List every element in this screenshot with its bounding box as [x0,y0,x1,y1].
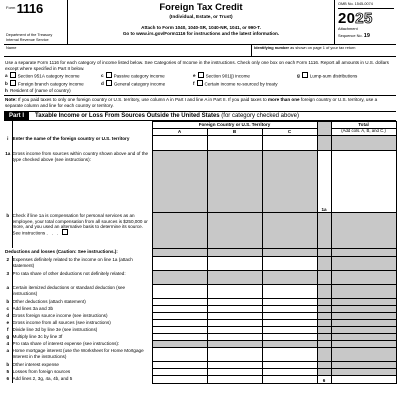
line-number: a [4,347,12,361]
country-a-input[interactable] [152,135,207,150]
name-field[interactable] [4,45,251,56]
tax-year [338,11,394,26]
line-number: b [4,298,12,305]
year-outline: 25 [355,10,373,28]
category-label: General category income [113,81,166,87]
category-c[interactable] [101,72,193,80]
line-2-col-a[interactable] [152,256,207,270]
line-4a-col-a[interactable] [152,347,207,361]
line-description: Gross income from sources within country shown above and of the type checked above (see instructions): [12,150,152,212]
category-label: Certain income re-sourced by treaty [204,81,278,87]
line-description: Add lines 2, 3g, 4a, 4b, and 5 [12,375,152,383]
col-b-header: B [207,128,262,135]
goto-instruction: Go to www.irs.gov/Form1116 for instructions and the latest information. [122,31,280,37]
line-3d-col-a[interactable] [152,312,207,319]
line-1a-total[interactable] [331,150,396,212]
line-3g-col-c[interactable] [262,333,317,340]
line-box-label: 6 [317,375,331,383]
form-label: Form [6,5,16,10]
line-3a-col-b[interactable] [207,284,262,298]
line-3d-col-c[interactable] [262,312,317,319]
line-description: Home mortgage interest (use the Worksheet for Home Mortgage Interest in the instructions) [12,347,152,361]
id-note: as shown on page 1 of your tax return [290,45,356,50]
line-number: 2 [4,256,12,270]
id-label: Identifying number [254,45,290,50]
line-1a-col-c[interactable] [262,150,317,212]
line-1a-row [4,150,396,212]
form-subtitle: (Individual, Estate, or Trust) [169,14,233,20]
line-3f-row [4,326,396,333]
deductions-header-row [4,248,396,256]
year-block [334,0,396,44]
line-number: 6 [4,375,12,383]
deductions-header [4,248,152,256]
name-label: Name [6,45,17,50]
country-b-input[interactable] [207,135,262,150]
line-6-col-b[interactable] [207,375,262,383]
line-3g-row [4,333,396,340]
form-id-block [4,0,68,44]
total-note: (Add cols. A, B, and C.) [331,128,396,135]
line-3d-col-b[interactable] [207,312,262,319]
deductions-note: (Caution: See instructions.): [56,249,118,255]
category-label: Lump-sum distributions [309,73,358,79]
line-5-col-a[interactable] [152,368,207,375]
name-bar [4,45,396,57]
line-3f-col-c[interactable] [262,326,317,333]
line-description: Multiply line 3c by line 3f [12,333,152,340]
category-letter: b [5,81,8,87]
note-text-2: foreign country or U.S. territory, use a separate column and line for each country or territory. [5,96,378,108]
line-description: Gross foreign source income (see instructions) [12,312,152,319]
category-g[interactable] [297,72,395,80]
line-3e-row [4,319,396,326]
category-b[interactable] [5,80,101,88]
col-a-header: A [152,128,207,135]
checkbox[interactable] [302,72,308,78]
line-3b-col-c[interactable] [262,298,317,305]
line-3g-col-a[interactable] [152,333,207,340]
line-3d-row [4,312,396,319]
part1-title-note: (for category checked above) [221,112,300,119]
country-c-input[interactable] [262,135,317,150]
category-e[interactable] [193,72,297,80]
line-number: 1a [4,150,12,212]
category-a[interactable] [5,72,101,80]
line-3b-col-b[interactable] [207,298,262,305]
omb-number: OMB No. 1545-0074 [338,2,394,9]
line-description: Pro rata share of other deductions not definitely related: [12,270,152,284]
category-letter: g [297,73,300,79]
line-4a-col-c[interactable] [262,347,317,361]
checkbox[interactable] [62,229,68,235]
sequence-label: Sequence No. [338,32,363,38]
line-description: Other interest expense [12,361,152,368]
title-block [68,0,334,44]
form-header [4,0,396,45]
category-letter: c [101,73,104,79]
part1-header [4,112,396,121]
line-number: b [4,361,12,368]
category-h[interactable] [5,88,71,94]
line-number: c [4,305,12,312]
category-letter: d [101,81,104,87]
sequence-number: 19 [363,32,370,39]
line-5-row [4,368,396,375]
line-3c-col-b[interactable] [207,305,262,312]
category-row-1 [4,72,396,80]
category-instructions: Use a separate Form 1116 for each category of income listed below. See Categories of Income in the instructions. Check only one box on each Form 1116. Report all amounts in U.S. dollars except where specified in Part II below. [5,60,389,71]
col-group-header: Foreign Country or U.S. Territory [152,121,317,128]
line-number: f [4,326,12,333]
department-block [6,33,52,42]
checkbox[interactable] [106,72,112,78]
col-c-header: C [262,128,317,135]
line-number: 3 [4,270,12,284]
line-number: 4 [4,340,12,347]
line-description: Expenses definitely related to the income on line 1a (attach statement) [12,256,152,270]
category-label: Section 901(j) income [205,73,250,79]
line-4b-row [4,361,396,368]
sequence-line [338,33,394,39]
line-3a-col-a[interactable] [152,284,207,298]
line-description: Losses from foreign sources [12,368,152,375]
note-label: Note: [5,96,17,102]
checkbox[interactable] [198,72,204,78]
category-f[interactable] [193,80,278,88]
category-letter: h [5,87,8,93]
line-3e-col-c[interactable] [262,319,317,326]
line-4-row [4,340,396,347]
line-description: Check if line 1a is compensation for personal services as an employee, your total compensation from all sources is $250,000 or more, and you used an alternative basis to determine its source. See instructions . . . [12,212,152,248]
line-description: Enter the name of the foreign country or U.S. territory [12,135,152,150]
checkbox[interactable] [10,72,16,78]
line-description: Gross income from all sources (see instructions) [12,319,152,326]
line-3e-col-a[interactable] [152,319,207,326]
line-number: i [4,135,12,150]
category-row-2 [4,80,396,88]
line-2-col-b[interactable] [207,256,262,270]
line-box-label: 1a [317,150,331,212]
category-label: Section 951A category income [17,73,80,79]
column-group-row [4,121,396,128]
line-2-col-c[interactable] [262,256,317,270]
line-6-total[interactable] [331,375,396,383]
checkbox[interactable] [106,80,112,86]
line-3c-col-c[interactable] [262,305,317,312]
form-title: Foreign Tax Credit [159,2,243,13]
year-solid: 20 [338,10,356,28]
deductions-title: Deductions and losses [5,249,56,255]
line-3f-col-b[interactable] [207,326,262,333]
form-number: 1116 [16,1,43,16]
line-number: a [4,284,12,298]
column-letter-row [4,128,396,135]
line-6-col-a[interactable] [152,375,207,383]
line-3f-col-a[interactable] [152,326,207,333]
line-description: Divide line 3d by line 3e (see instructions) [12,326,152,333]
line-1a-col-b[interactable] [207,150,262,212]
line-3g-col-b[interactable] [207,333,262,340]
form-page [4,0,396,384]
checkbox[interactable] [197,80,203,86]
attach-instruction: Attach to Form 1040, 1040-SR, 1040-NR, 1041, or 990-T. [141,24,261,30]
category-letter: e [193,73,196,79]
checkbox[interactable] [10,80,16,86]
line-4b-col-b[interactable] [207,361,262,368]
line-4b-col-a[interactable] [152,361,207,368]
category-label: Resident of (name of country) [10,87,71,93]
category-label: Foreign branch category income [17,81,84,87]
line-number: d [4,312,12,319]
line-number: b [4,212,12,248]
line-3a-col-c[interactable] [262,284,317,298]
line-description: Pro rata share of interest expense (see instructions): [12,340,152,347]
line-3a-row [4,284,396,298]
category-label: Passive category income [113,73,165,79]
category-d[interactable] [101,80,193,88]
line-description: Other deductions (attach statement) [12,298,152,305]
line-5-col-c[interactable] [262,368,317,375]
line-5-col-b[interactable] [207,368,262,375]
line-6-col-c[interactable] [262,375,317,383]
part1-title [35,113,299,120]
part1-table [4,121,397,384]
note-emphasis: more than one [267,96,300,102]
line-number: g [4,333,12,340]
total-header: Total [331,121,396,128]
line-3c-col-a[interactable] [152,305,207,312]
line-i-row [4,135,396,150]
part1-title-text: Taxable Income or Loss From Sources Outside the United States [35,112,220,119]
note-text-1: If you paid taxes to only one foreign country or U.S. territory, use column A in Part I and line A in Part II. If you paid taxes to [18,96,267,102]
line-description: Certain itemized deductions or standard deduction (see instructions) [12,284,152,298]
category-letter: a [5,73,8,79]
line-3b-col-a[interactable] [152,298,207,305]
line-3b-row [4,298,396,305]
line-4a-row [4,347,396,361]
line-4b-col-c[interactable] [262,361,317,368]
line-3c-row [4,305,396,312]
line-number: e [4,319,12,326]
line-description: Add lines 3a and 3b [12,305,152,312]
line-1b-text: Check if line 1a is compensation for personal services as an employee, your total compensation from all sources is $250,000 or more, and you used an alternative basis to determine its source. See instructions [12,213,148,236]
category-letter: f [193,81,195,87]
note [4,96,396,112]
department-line: Department of the Treasury [6,33,53,38]
line-number: 5 [4,368,12,375]
line-6-row [4,375,396,383]
part1-label: Part I [4,112,29,120]
attachment-label: Attachment [338,26,358,32]
irs-line: Internal Revenue Service [6,37,49,42]
line-1b-row [4,212,396,248]
line-2-row [4,256,396,270]
line-1a-col-a[interactable] [152,150,207,212]
category-row-3 [4,88,396,96]
line-4a-col-b[interactable] [207,347,262,361]
line-3e-col-b[interactable] [207,319,262,326]
identifying-number-field[interactable] [251,45,396,56]
line-3-row [4,270,396,284]
